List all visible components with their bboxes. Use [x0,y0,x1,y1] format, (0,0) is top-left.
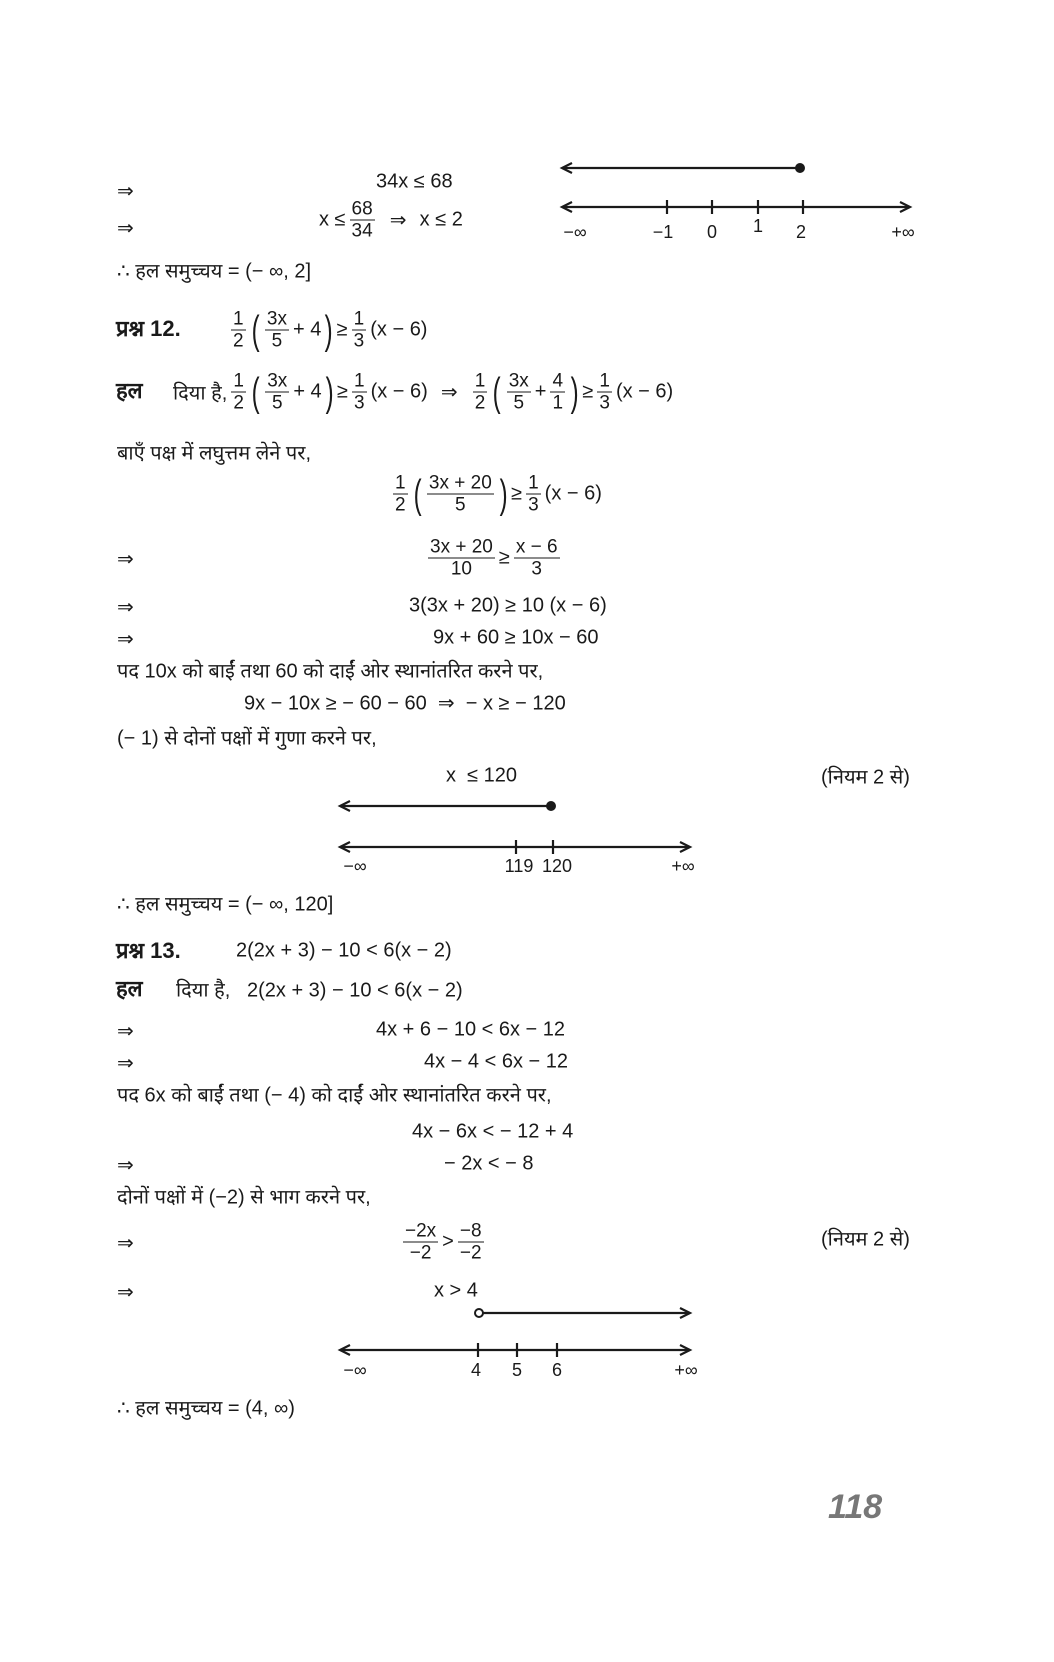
implies-arrow: ⇒ [117,217,134,240]
denominator: 34 [351,220,373,242]
tick-label: 1 [752,216,764,236]
math-text: 9x − 10x ≥ − 60 − 60 ⇒ − x ≥ − 120 [244,692,566,715]
tick-label: 5 [511,1360,523,1380]
solution-label: हल [116,976,143,1001]
denominator: 3 [353,330,365,352]
tick-label: +∞ [891,222,915,242]
denominator: −2 [459,1242,482,1264]
math-text: दिया है, [173,382,228,405]
implies-arrow: ⇒ [117,1232,134,1255]
tick-label: −∞ [343,1360,367,1380]
denominator: 5 [455,494,466,516]
math-text: + 4 [292,318,322,341]
tick-label: −1 [652,222,674,242]
math-text: पद 10x को बाईं तथा 60 को दाईं ओर स्थानांतरित करने पर, [117,660,544,683]
math-text: > [442,1230,454,1253]
math-text: (नियम 2 से) [821,766,910,789]
math-text: 4x − 4 < 6x − 12 [424,1050,568,1073]
math-text: 9x + 60 ≥ 10x − 60 [433,626,599,649]
math-text: (नियम 2 से) [821,1228,910,1251]
denominator: 2 [233,392,244,414]
solution-set [116,1394,296,1421]
numerator: 1 [233,370,244,392]
tick-label: 0 [706,222,718,242]
denominator: 5 [271,330,283,352]
implies-arrow: ⇒ [117,180,134,203]
solution-label: हल [116,378,143,403]
tick-label: +∞ [674,1360,698,1380]
math-text: + [534,380,547,403]
parenthesis: ( [251,370,260,414]
denominator: 3 [599,392,610,414]
math-text: 3(3x + 20) ≥ 10 (x − 6) [409,594,607,617]
parenthesis: ( [251,308,260,352]
math-text: ∴ हल समुच्चय = (− ∞, 120] [117,893,334,916]
tick-label: 6 [551,1360,563,1380]
numerator: 68 [351,198,373,220]
math-text: बाएँ पक्ष में लघुत्तम लेने पर, [117,442,312,465]
denominator: 10 [450,558,472,580]
denominator: 3 [353,392,365,414]
math-text: (x − 6) [370,380,428,403]
math-text: (x − 6) [370,318,428,341]
numerator: 1 [599,370,610,392]
math-text: 4x + 6 − 10 < 6x − 12 [376,1018,566,1041]
implies-arrow: ⇒ [117,596,134,619]
numerator: 3x [508,370,529,392]
parenthesis: ) [570,370,579,414]
question-13-label: प्रश्न 13. [116,938,181,963]
math-text: ≥ [511,482,523,505]
math-text: ≥ [582,380,594,403]
numerator: 1 [395,472,406,494]
math-text: − 2x < − 8 [444,1152,534,1175]
tick-label: 120 [541,856,573,876]
tick-label: 2 [795,222,807,242]
math-text: x ≤ 2 [419,208,463,231]
implies-arrow: ⇒ [117,548,134,571]
math-text: (− 1) से दोनों पक्षों में गुणा करने पर, [117,727,377,750]
numerator: 1 [353,308,365,330]
implies-arrow: ⇒ [117,628,134,651]
numerator: −8 [459,1220,482,1242]
numerator: 1 [233,308,244,330]
numerator: 1 [474,370,486,392]
numerator: 3x + 20 [430,536,493,558]
parenthesis: ) [325,370,334,414]
implies-arrow: ⇒ [117,1154,134,1177]
denominator: 2 [474,392,486,414]
math-text: 34x ≤ 68 [376,170,453,193]
page-number: 118 [828,1488,883,1526]
denominator: 2 [395,494,406,516]
implies-arrow: ⇒ [117,1281,134,1304]
numerator: x − 6 [515,536,558,558]
numerator: 3x + 20 [428,472,492,494]
endpoint-dot [475,1309,483,1317]
tick-label: +∞ [671,856,695,876]
parenthesis: ( [413,472,422,516]
implies-arrow: ⇒ [117,1052,134,1075]
numerator: 4 [552,370,564,392]
tick-label: −∞ [343,856,367,876]
math-text: x ≤ 120 [446,764,518,787]
math-text: दोनों पक्षों में (−2) से भाग करने पर, [117,1186,371,1209]
tick-label: 119 [504,856,534,876]
tick-label: −∞ [563,222,587,242]
math-text: दिया है, 2(2x + 3) − 10 < 6(x − 2) [176,979,463,1002]
math-text: ≥ [337,380,348,403]
math-text: ⇒ [429,381,469,404]
numerator: 3x [266,308,287,330]
math-text: 2(2x + 3) − 10 < 6(x − 2) [236,939,452,962]
numerator: 1 [353,370,365,392]
question-12-label: प्रश्न 12. [116,316,181,341]
math-text: ⇒ [378,209,418,232]
math-text: (x − 6) [544,482,602,505]
numerator: 1 [528,472,539,494]
math-text: x ≤ [319,208,346,231]
implies-arrow: ⇒ [117,1020,134,1043]
tick-label: 4 [470,1360,482,1380]
math-text: ∴ हल समुच्चय = (4, ∞) [117,1397,295,1420]
denominator: 3 [531,558,542,580]
denominator: 1 [552,392,564,414]
math-text: ∴ हल समुच्चय = (− ∞, 2] [117,260,312,283]
math-text: 4x − 6x < − 12 + 4 [412,1120,574,1143]
math-text: ≥ [498,546,510,569]
denominator: 3 [528,494,539,516]
math-text: + 4 [293,380,322,403]
math-text: x > 4 [434,1279,478,1302]
numerator: 3x [267,370,288,392]
math-text: पद 6x को बाईं तथा (− 4) को दाईं ओर स्थानांतरित करने पर, [117,1084,552,1107]
parenthesis: ( [493,370,502,414]
parenthesis: ) [325,308,334,352]
denominator: 5 [271,392,283,414]
denominator: 5 [513,392,525,414]
denominator: 2 [233,330,244,352]
math-text: (x − 6) [615,380,674,403]
math-text: ≥ [336,318,348,341]
parenthesis: ) [499,472,508,516]
denominator: −2 [409,1242,432,1264]
numerator: −2x [405,1220,437,1242]
